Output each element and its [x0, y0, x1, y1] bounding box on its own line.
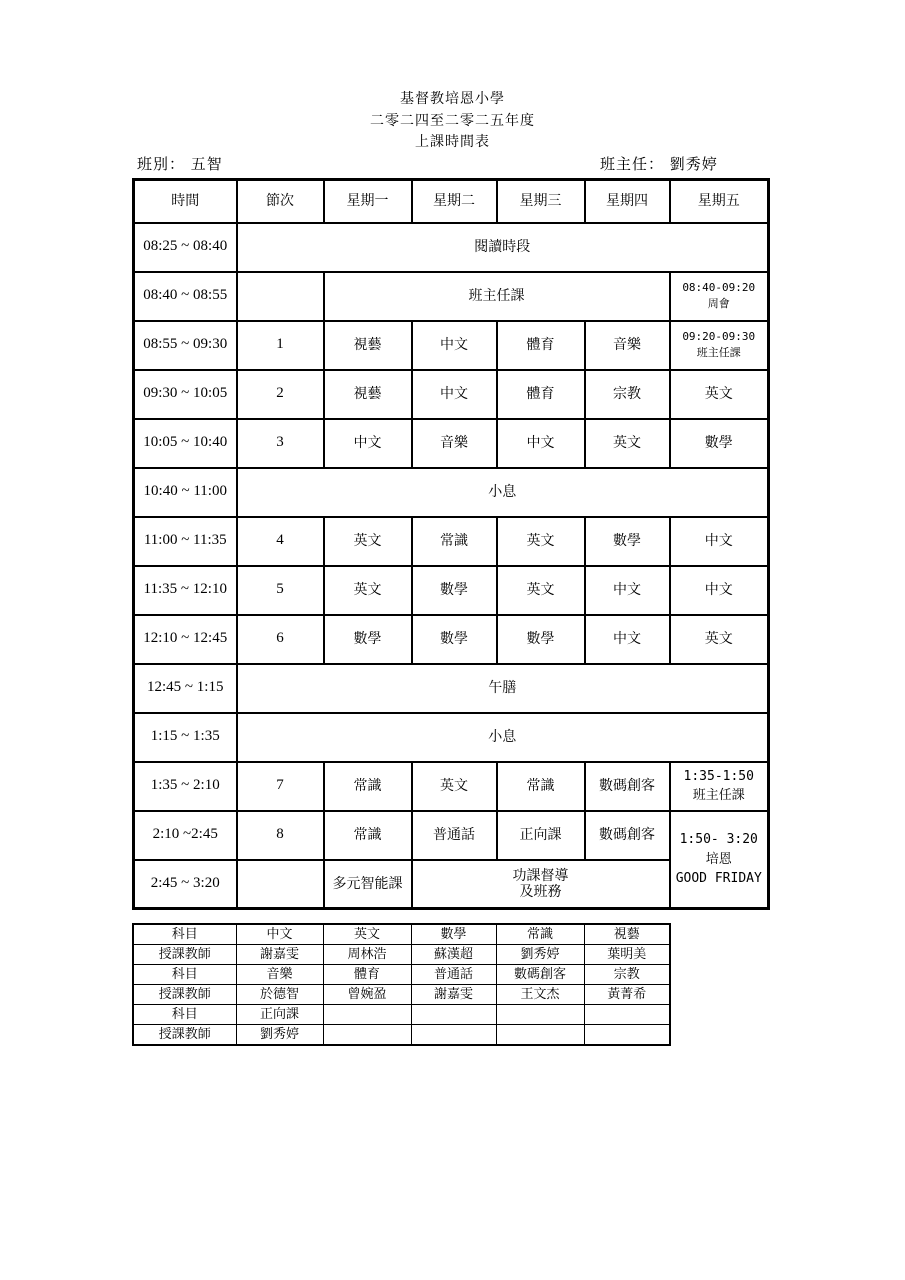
- time-cell: 11:35 ~ 12:10: [134, 566, 237, 615]
- friday-cell: 英文: [670, 615, 769, 664]
- homework-line-2: 及班務: [519, 883, 562, 900]
- period-cell: 2: [237, 370, 324, 419]
- teacher-table-row: [133, 924, 670, 945]
- time-cell: 08:55 ~ 09:30: [134, 321, 237, 370]
- time-cell: 12:10 ~ 12:45: [134, 615, 237, 664]
- tuesday-cell: 中文: [412, 370, 497, 419]
- recess-cell: 小息: [237, 468, 769, 517]
- time-cell: 1:35 ~ 2:10: [134, 762, 237, 811]
- table-row: [134, 272, 769, 321]
- friday-cell: [670, 321, 769, 370]
- friday-activity: 班主任課: [692, 788, 745, 803]
- teacher-table-cell: [323, 1005, 411, 1025]
- teacher-table-cell: 周林浩: [323, 945, 411, 965]
- teacher-table-cell: [323, 1025, 411, 1046]
- friday-activity: 周會: [707, 297, 730, 310]
- thursday-cell: 數碼創客: [585, 811, 670, 860]
- header-tue: 星期二: [412, 180, 497, 223]
- thursday-cell: 數學: [585, 517, 670, 566]
- row-label-cell: 科目: [133, 924, 236, 945]
- teacher-table-cell: 正向課: [236, 1005, 323, 1025]
- teacher-table-cell: 視藝: [584, 924, 670, 945]
- table-row: [134, 370, 769, 419]
- teacher-table-cell: 黃菁希: [584, 985, 670, 1005]
- subject-teacher-table: [132, 923, 671, 1046]
- time-cell: 12:45 ~ 1:15: [134, 664, 237, 713]
- table-row: [134, 468, 769, 517]
- period-cell: 6: [237, 615, 324, 664]
- teacher-table-cell: 數學: [411, 924, 496, 945]
- period-cell: 8: [237, 811, 324, 860]
- table-row: [134, 223, 769, 272]
- table-row: [134, 664, 769, 713]
- friday-cell: 數學: [670, 419, 769, 468]
- teacher-table-cell: 常識: [496, 924, 584, 945]
- friday-activity: 培恩: [705, 851, 732, 867]
- tuesday-cell: 普通話: [412, 811, 497, 860]
- teacher-table-cell: 中文: [236, 924, 323, 945]
- period-cell: [237, 272, 324, 321]
- header-fri: 星期五: [670, 180, 769, 223]
- table-row: [134, 615, 769, 664]
- teacher-table-cell: 普通話: [411, 965, 496, 985]
- wednesday-cell: 常識: [497, 762, 585, 811]
- teacher-table-cell: 蘇漢超: [411, 945, 496, 965]
- monday-cell: 英文: [324, 517, 412, 566]
- friday-cell: 英文: [670, 370, 769, 419]
- tuesday-cell: 數學: [412, 615, 497, 664]
- monday-cell: 數學: [324, 615, 412, 664]
- homework-supervision-cell: [412, 860, 670, 909]
- friday-time: 1:50- 3:20: [679, 832, 758, 847]
- teacher-table-row: [133, 985, 670, 1005]
- period-cell: 3: [237, 419, 324, 468]
- teacher-table-cell: [496, 1025, 584, 1046]
- time-cell: 10:05 ~ 10:40: [134, 419, 237, 468]
- wednesday-cell: 體育: [497, 321, 585, 370]
- document-title: 上課時間表: [415, 134, 490, 150]
- wednesday-cell: 體育: [497, 370, 585, 419]
- friday-time: 1:35-1:50: [683, 768, 754, 784]
- table-row: [134, 517, 769, 566]
- teacher-table-cell: 曾婉盈: [323, 985, 411, 1005]
- teacher-table-cell: [584, 1025, 670, 1046]
- class-label: 班別： 五智: [137, 155, 223, 173]
- monday-cell: 英文: [324, 566, 412, 615]
- header-thu: 星期四: [585, 180, 670, 223]
- friday-cell: 中文: [670, 517, 769, 566]
- teacher-table-cell: 葉明美: [584, 945, 670, 965]
- class-teacher-label: 班主任： 劉秀婷: [600, 155, 718, 173]
- thursday-cell: 中文: [585, 615, 670, 664]
- monday-cell: 視藝: [324, 321, 412, 370]
- teacher-table-cell: [411, 1025, 496, 1046]
- period-cell: 1: [237, 321, 324, 370]
- homework-line-1: 功課督導: [512, 867, 569, 884]
- tuesday-cell: 常識: [412, 517, 497, 566]
- tuesday-cell: 英文: [412, 762, 497, 811]
- wednesday-cell: 英文: [497, 566, 585, 615]
- tuesday-cell: 中文: [412, 321, 497, 370]
- friday-cell: [670, 272, 769, 321]
- teacher-table-row: [133, 945, 670, 965]
- tuesday-cell: 數學: [412, 566, 497, 615]
- teacher-table-cell: 劉秀婷: [236, 1025, 323, 1046]
- lunch-cell: 午膳: [237, 664, 769, 713]
- teacher-table-cell: 劉秀婷: [496, 945, 584, 965]
- time-cell: 1:15 ~ 1:35: [134, 713, 237, 762]
- row-label-cell: 授課教師: [133, 1025, 236, 1046]
- time-cell: 08:25 ~ 08:40: [134, 223, 237, 272]
- thursday-cell: 英文: [585, 419, 670, 468]
- row-label-cell: 授課教師: [133, 985, 236, 1005]
- period-cell: 5: [237, 566, 324, 615]
- monday-cell: 多元智能課: [324, 860, 412, 909]
- wednesday-cell: 正向課: [497, 811, 585, 860]
- table-row: [134, 811, 769, 860]
- teacher-table-cell: 於德智: [236, 985, 323, 1005]
- header-wed: 星期三: [497, 180, 585, 223]
- wednesday-cell: 數學: [497, 615, 585, 664]
- header-time: 時間: [134, 180, 237, 223]
- teacher-table-cell: 謝嘉雯: [236, 945, 323, 965]
- recess-cell: 小息: [237, 713, 769, 762]
- friday-activity: 班主任課: [696, 346, 741, 359]
- table-row: [134, 713, 769, 762]
- period-cell: [237, 860, 324, 909]
- teacher-table-cell: [411, 1005, 496, 1025]
- thursday-cell: 音樂: [585, 321, 670, 370]
- header-mon: 星期一: [324, 180, 412, 223]
- teacher-table-cell: 英文: [323, 924, 411, 945]
- period-cell: 7: [237, 762, 324, 811]
- time-cell: 2:45 ~ 3:20: [134, 860, 237, 909]
- thursday-cell: 宗教: [585, 370, 670, 419]
- tuesday-cell: 音樂: [412, 419, 497, 468]
- teacher-table-cell: [496, 1005, 584, 1025]
- time-cell: 11:00 ~ 11:35: [134, 517, 237, 566]
- friday-cell: [670, 762, 769, 811]
- timetable: [132, 178, 770, 910]
- class-teacher-lesson-cell: 班主任課: [324, 272, 670, 321]
- friday-time: 08:40-09:20: [682, 280, 756, 294]
- friday-cell: 中文: [670, 566, 769, 615]
- teacher-table-cell: 宗教: [584, 965, 670, 985]
- time-cell: 2:10 ~2:45: [134, 811, 237, 860]
- reading-time-cell: 閱讀時段: [237, 223, 769, 272]
- teacher-table-row: [133, 1005, 670, 1025]
- row-label-cell: 科目: [133, 965, 236, 985]
- teacher-table-row: [133, 1025, 670, 1046]
- monday-cell: 常識: [324, 762, 412, 811]
- table-row: [134, 566, 769, 615]
- monday-cell: 視藝: [324, 370, 412, 419]
- wednesday-cell: 中文: [497, 419, 585, 468]
- header-row: [134, 180, 769, 223]
- time-cell: 09:30 ~ 10:05: [134, 370, 237, 419]
- table-row: [134, 419, 769, 468]
- friday-time: 09:20-09:30: [682, 329, 756, 343]
- school-name: 基督教培恩小學: [400, 91, 505, 107]
- time-cell: 08:40 ~ 08:55: [134, 272, 237, 321]
- monday-cell: 常識: [324, 811, 412, 860]
- monday-cell: 中文: [324, 419, 412, 468]
- teacher-table-cell: 體育: [323, 965, 411, 985]
- row-label-cell: 科目: [133, 1005, 236, 1025]
- table-row: [134, 762, 769, 811]
- thursday-cell: 中文: [585, 566, 670, 615]
- row-label-cell: 授課教師: [133, 945, 236, 965]
- friday-event: GOOD FRIDAY: [675, 871, 762, 886]
- teacher-table-cell: 音樂: [236, 965, 323, 985]
- wednesday-cell: 英文: [497, 517, 585, 566]
- period-cell: 4: [237, 517, 324, 566]
- school-year: 二零二四至二零二五年度: [370, 113, 535, 129]
- teacher-table-cell: 謝嘉雯: [411, 985, 496, 1005]
- teacher-table-cell: 數碼創客: [496, 965, 584, 985]
- friday-afternoon-cell: [670, 811, 769, 909]
- teacher-table-row: [133, 965, 670, 985]
- thursday-cell: 數碼創客: [585, 762, 670, 811]
- time-cell: 10:40 ~ 11:00: [134, 468, 237, 517]
- teacher-table-cell: 王文杰: [496, 985, 584, 1005]
- header-period: 節次: [237, 180, 324, 223]
- teacher-table-cell: [584, 1005, 670, 1025]
- table-row: [134, 321, 769, 370]
